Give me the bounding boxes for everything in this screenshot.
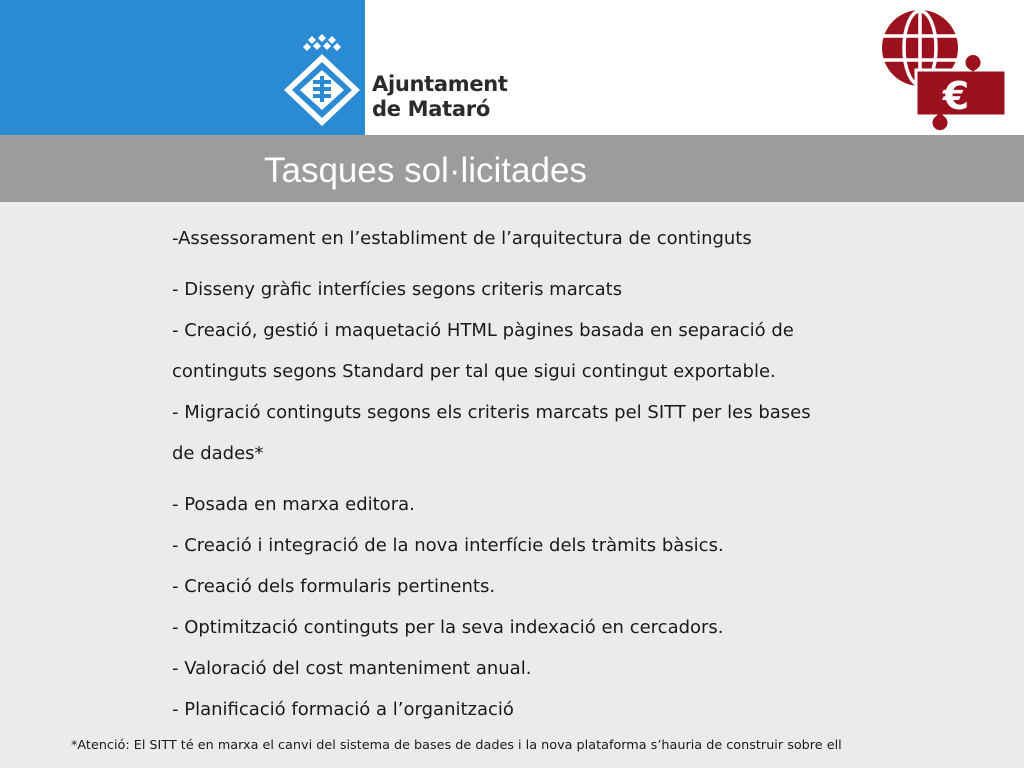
footnote: *Atenció: El SITT té en marxa el canvi del sistema de bases de dades i la nova plataforma s’hauria de construir sobre ell: [71, 738, 842, 753]
task-line: - Optimització continguts per la seva indexació en cercadors.: [172, 617, 724, 638]
header: [0, 0, 1024, 135]
euro-symbol: €: [942, 74, 970, 118]
task-line: - Planificació formació a l’organització: [172, 699, 514, 720]
org-name-line-1: Ajuntament: [372, 72, 508, 96]
task-line: continguts segons Standard per tal que sigui contingut exportable.: [172, 361, 776, 382]
task-line: - Creació, gestió i maquetació HTML pàgines basada en separació de: [172, 320, 794, 341]
org-name-line-2: de Mataró: [372, 97, 490, 121]
task-line: -Assessorament en l’establiment de l’arquitectura de continguts: [172, 228, 752, 249]
organization-name: [372, 72, 508, 122]
task-line: - Posada en marxa editora.: [172, 494, 415, 515]
globe-euro-puzzle-icon: [874, 8, 1010, 132]
task-line: - Disseny gràfic interfícies segons criteris marcats: [172, 279, 623, 300]
task-list: [172, 218, 912, 730]
mataro-coat-of-arms-icon: [280, 32, 364, 126]
task-line: - Valoració del cost manteniment anual.: [172, 658, 532, 679]
task-line: - Migració continguts segons els criteris marcats pel SITT per les bases: [172, 402, 811, 423]
page-title: Tasques sol·licitades: [264, 151, 587, 190]
task-line: de dades*: [172, 443, 264, 464]
task-line: - Creació i integració de la nova interfície dels tràmits bàsics.: [172, 535, 724, 556]
task-line: - Creació dels formularis pertinents.: [172, 576, 496, 597]
